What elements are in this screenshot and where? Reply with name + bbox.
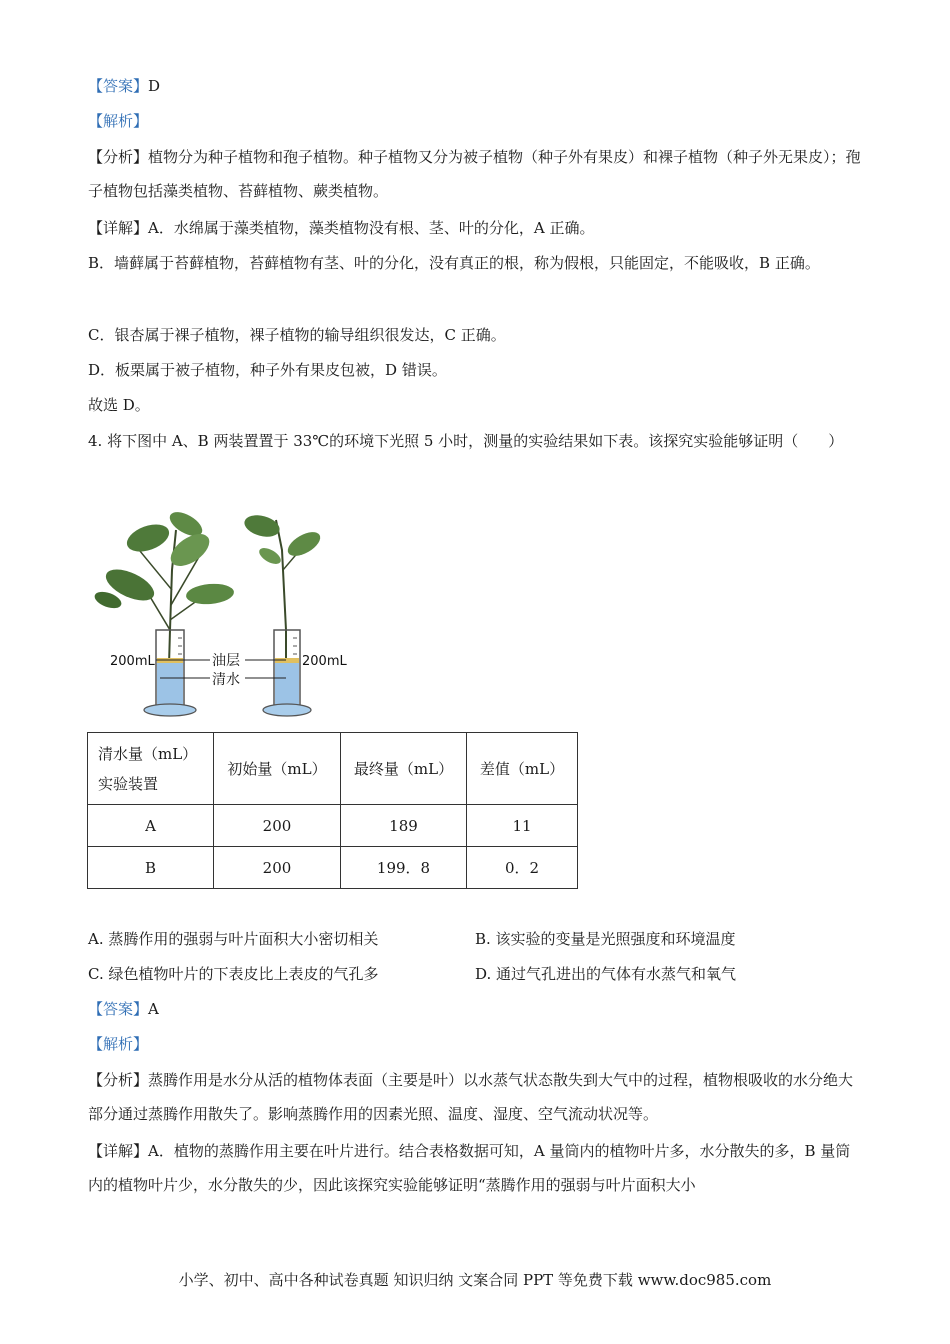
q3-answer-line xyxy=(88,76,160,96)
results-table xyxy=(87,732,578,889)
q3-analysis-tag: 【解析】 xyxy=(88,112,149,130)
col-final: 最终量（mL） xyxy=(341,733,467,805)
left-volume-label: 200mL xyxy=(110,654,155,669)
q4-answer-line xyxy=(88,999,159,1019)
cell-final: 189 xyxy=(341,805,467,847)
q4-stem: 4. 将下图中 A、B 两装置置于 33℃的环境下光照 5 小时，测量的实验结果如下表。该探究实验能够证明（ ） xyxy=(88,432,844,450)
header-bottom: 实验装置 xyxy=(98,774,159,793)
option-b: B. 该实验的变量是光照强度和环境温度 xyxy=(475,930,736,948)
xiangjie-tag: 【详解】 xyxy=(88,219,149,237)
header-corner-cell xyxy=(88,733,214,805)
cell-final: 199．8 xyxy=(341,847,467,889)
q3-line-d: D．板栗属于被子植物，种子外有果皮包被，D 错误。 xyxy=(88,361,447,379)
experiment-figure xyxy=(90,510,355,720)
q4-xiangjie xyxy=(88,1134,863,1202)
fenxi-tag: 【分析】 xyxy=(88,1071,149,1089)
xiangjie-text: A．植物的蒸腾作用主要在叶片进行。结合表格数据可知，A 量筒内的植物叶片多，水分散失的多，B 量筒内的植物叶片少，水分散失的少，因此该探究实验能够证明“蒸腾作用的强弱与叶片面积大小 xyxy=(88,1142,851,1194)
right-volume-label: 200mL xyxy=(302,654,347,669)
q3-fenxi xyxy=(88,140,863,208)
cell-device: B xyxy=(88,847,214,889)
option-c: C. 绿色植物叶片的下表皮比上表皮的气孔多 xyxy=(88,965,379,983)
answer-value: D xyxy=(148,77,161,95)
cell-diff: 0．2 xyxy=(467,847,578,889)
xiangjie-tag: 【详解】 xyxy=(88,1142,149,1160)
option-d: D. 通过气孔进出的气体有水蒸气和氧气 xyxy=(475,965,737,983)
fenxi-text: 植物分为种子植物和孢子植物。种子植物又分为被子植物（种子外有果皮）和裸子植物（种子外无果皮）；孢子植物包括藻类植物、苔藓植物、蕨类植物。 xyxy=(88,148,861,200)
q4-fenxi xyxy=(88,1063,863,1131)
page-footer: 小学、初中、高中各种试卷真题 知识归纳 文案合同 PPT 等免费下载 www.doc985.com xyxy=(178,1271,772,1289)
table-header-row xyxy=(88,733,578,805)
col-initial: 初始量（mL） xyxy=(214,733,341,805)
cell-initial: 200 xyxy=(214,805,341,847)
fenxi-text: 蒸腾作用是水分从活的植物体表面（主要是叶）以水蒸气状态散失到大气中的过程，植物根吸收的水分绝大部分通过蒸腾作用散失了。影响蒸腾作用的因素光照、温度、湿度、空气流动状况等。 xyxy=(88,1071,854,1123)
fenxi-tag: 【分析】 xyxy=(88,148,149,166)
q3-xiangjie-line xyxy=(88,218,594,238)
col-diff: 差值（mL） xyxy=(467,733,578,805)
cell-device: A xyxy=(88,805,214,847)
q4-analysis-tag: 【解析】 xyxy=(88,1035,149,1053)
table-row xyxy=(88,805,578,847)
table-row xyxy=(88,847,578,889)
q3-line-c: C．银杏属于裸子植物，裸子植物的输导组织很发达，C 正确。 xyxy=(88,326,506,344)
cell-diff: 11 xyxy=(467,805,578,847)
water-label: 清水 xyxy=(212,672,240,688)
q3-conclusion: 故选 D。 xyxy=(88,396,150,414)
header-top: 清水量（mL） xyxy=(98,744,198,763)
answer-tag: 【答案】 xyxy=(88,77,149,95)
cell-initial: 200 xyxy=(214,847,341,889)
answer-value: A xyxy=(148,1000,159,1018)
q3-line-b: B．墙藓属于苔藓植物，苔藓植物有茎、叶的分化，没有真正的根，称为假根，只能固定，不能吸收，B 正确。 xyxy=(88,254,820,272)
answer-tag: 【答案】 xyxy=(88,1000,149,1018)
line-a: A．水绵属于藻类植物，藻类植物没有根、茎、叶的分化，A 正确。 xyxy=(148,219,595,237)
oil-layer-label: 油层 xyxy=(212,653,240,669)
option-a: A. 蒸腾作用的强弱与叶片面积大小密切相关 xyxy=(88,930,379,948)
